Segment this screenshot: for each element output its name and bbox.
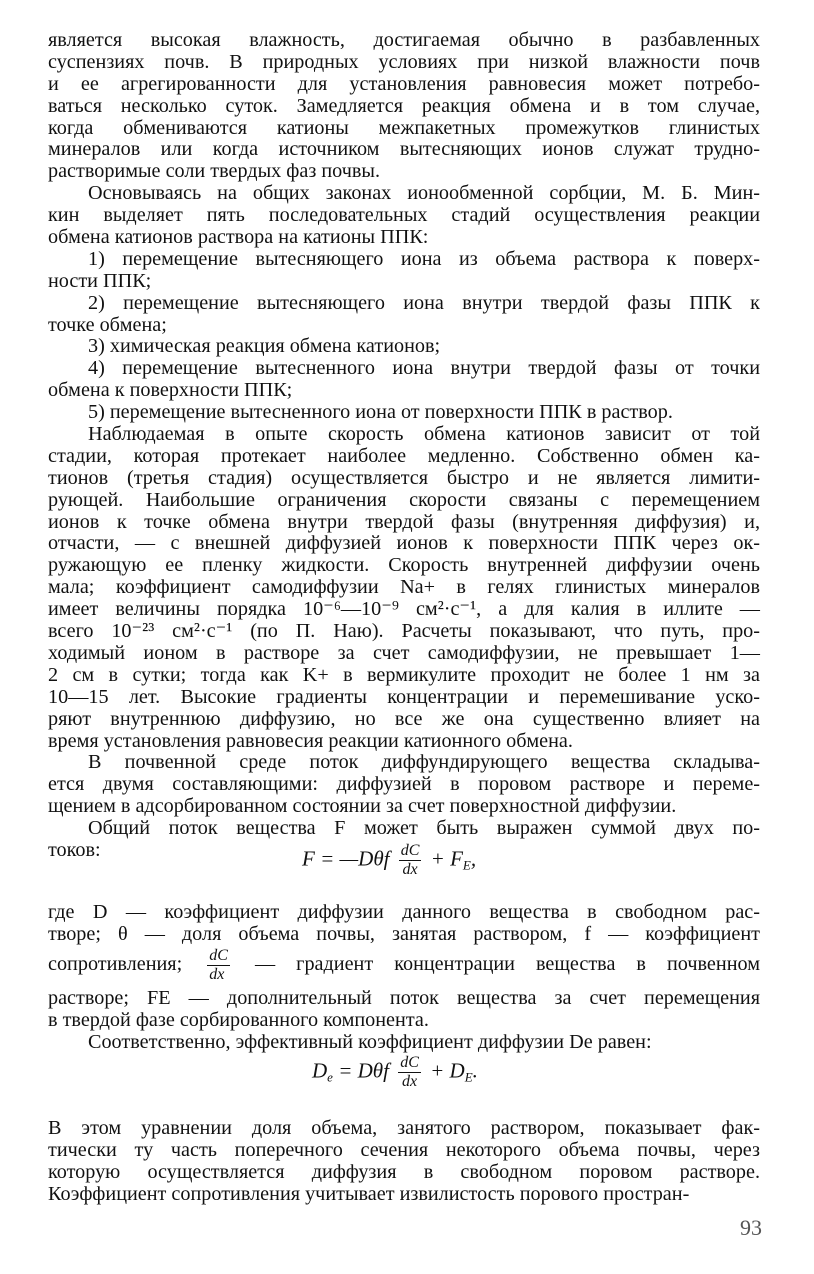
text-line: минералов или когда источником вытесняющих ионов служат трудно- [48, 138, 760, 161]
text-line: обмена катионов раствора на катионы ППК: [48, 226, 429, 249]
text-line: всего 10⁻²³ см²·с⁻¹ (по П. Наю). Расчеты показывают, что путь, про- [48, 620, 760, 643]
text-line: щением в адсорбированном состоянии за счет поверхностной диффузии. [48, 795, 677, 818]
text-line: ружающую ее пленку жидкости. Скорость внутренней диффузии очень [48, 554, 760, 577]
formula2-end: . [472, 1058, 478, 1083]
text-line: растворимые соли твердых фаз почвы. [48, 160, 381, 183]
fraction-numerator: dC [209, 946, 228, 964]
text-line: рующей. Наибольшие ограничения скорости связаны с перемещением [48, 488, 760, 511]
text-line: является высокая влажность, достигаемая обычно в разбавленных [48, 29, 760, 51]
text-line: ионов к точке обмена внутри твердой фазы (внутренняя диффузия) и, [48, 510, 760, 533]
text-line: токов: [48, 838, 101, 861]
formula-flux-rhs: + F [430, 846, 463, 871]
text-line: ходимый ионом в растворе за счет самодиффузии, не превышает 1— [48, 641, 760, 664]
text-line: ности ППК; [48, 269, 152, 292]
formula-flux-rhs-sub: E [462, 857, 471, 873]
text-line: стадии, которая протекает наиболее медленно. Собственно обмен ка- [48, 444, 760, 467]
text-line: тически ту часть поперечного сечения некоторого объема почвы, через [48, 1138, 760, 1161]
formula2-rhs-sub: E [464, 1069, 473, 1085]
text-line: время установления равновесия реакции катионного обмена. [48, 729, 573, 752]
text-line: Общий поток вещества F может быть выражен суммой двух по- [88, 817, 760, 840]
text-line: тионов (третья стадия) осуществляется быстро и не является лимити- [48, 466, 760, 489]
formula-flux-end: , [470, 846, 477, 871]
text-line: точке обмена; [48, 313, 167, 336]
text-block-definitions [48, 902, 760, 946]
text-line: Основываясь на общих законах ионообменной сорбции, М. Б. Мин- [88, 182, 760, 205]
text-line: кин выделяет пять последовательных стадий осуществления реакции [48, 204, 760, 227]
fraction-denominator: dx [401, 1073, 418, 1090]
formula-flux-lhs: F = —Dθf [302, 846, 390, 871]
text-line: и ее агрегированности для установления равновесия может потребо- [48, 72, 760, 95]
text-line: Наблюдаемая в опыте скорость обмена катионов зависит от той [88, 423, 760, 446]
text-line: ряют внутреннюю диффузию, но все же она существенно влияет на [48, 707, 760, 730]
formula2-rhs: + D [430, 1058, 465, 1083]
text-line: 4) перемещение вытесненного иона внутри твердой фазы от точки [88, 357, 760, 380]
inline-fraction [207, 947, 230, 984]
formula-effective-diffusion [312, 1054, 478, 1091]
formula-flux [302, 842, 476, 879]
formula2-lhs-sub: e [327, 1069, 333, 1085]
text-line: 10—15 лет. Высокие градиенты концентрации и перемешивание уско- [48, 685, 760, 708]
text-block-bottom [48, 1118, 760, 1206]
text-line: имеет величины порядка 10⁻⁶—10⁻⁹ см²·с⁻¹, а для калия в иллите — [48, 598, 760, 621]
text-line: ваться несколько суток. Замедляется реакция обмена и в том случае, [48, 94, 760, 117]
text-line: 3) химическая реакция обмена катионов; [88, 335, 441, 358]
fraction-numerator: dC [400, 1054, 419, 1071]
line-frac-before: сопротивления; [48, 953, 183, 975]
formula2-fraction [398, 1054, 421, 1091]
text-line: творе; θ — доля объема почвы, занятая раствором, f — коэффициент [48, 922, 760, 945]
formula2-mid: = Dθf [338, 1058, 389, 1083]
text-line: когда обмениваются катионы межпакетных промежутков глинистых [48, 116, 760, 139]
fraction-denominator: dx [209, 965, 225, 983]
line-frac-after: — градиент концентрации вещества в почвенном [254, 953, 760, 975]
text-line: которую осуществляется диффузия в свободном поровом растворе. [48, 1160, 760, 1183]
text-line: 2 см в сутки; тогда как K+ в вермикулите проходит не более 1 нм за [48, 663, 760, 686]
text-line: мала; коэффициент самодиффузии Na+ в гелях глинистых минералов [48, 576, 760, 599]
text-line: 1) перемещение вытесняющего иона из объема раствора к поверх- [88, 247, 760, 270]
text-line: 5) перемещение вытесненного иона от поверхности ППК в раствор. [88, 401, 673, 424]
text-line: 2) перемещение вытесняющего иона внутри твердой фазы ППК к [88, 291, 760, 314]
formula-flux-fraction [399, 842, 422, 879]
text-line: где D — коэффициент диффузии данного вещества в свободном рас- [48, 901, 760, 923]
fraction-numerator: dC [400, 842, 420, 859]
text-line: Соответственно, эффективный коэффициент диффузии De равен: [88, 1030, 652, 1053]
text-line: ется двумя составляющими: диффузией в поровом растворе и переме- [48, 773, 760, 796]
text-line: в твердой фазе сорбированного компонента. [48, 1008, 429, 1031]
text-line: В этом уравнении доля объема, занятого раствором, показывает фак- [48, 1117, 760, 1139]
text-block-middle [48, 988, 760, 1054]
text-line: Коэффициент сопротивления учитывает извилистость порового простран- [48, 1182, 690, 1205]
text-line: растворе; FE — дополнительный поток вещества за счет перемещения [48, 987, 760, 1009]
text-line: В почвенной среде поток диффундирующего вещества складыва- [88, 751, 760, 774]
text-line: суспензиях почв. В природных условиях при низкой влажности почв [48, 50, 760, 73]
text-line-with-fraction [48, 944, 760, 984]
formula2-lhs: D [312, 1058, 328, 1083]
text-block-top [48, 30, 760, 862]
page-number: 93 [740, 1215, 762, 1240]
fraction-denominator: dx [402, 861, 418, 878]
text-line: отчасти, — с внешней диффузией ионов к поверхности ППК через ок- [48, 532, 760, 555]
text-line: обмена к поверхности ППК; [48, 379, 293, 402]
